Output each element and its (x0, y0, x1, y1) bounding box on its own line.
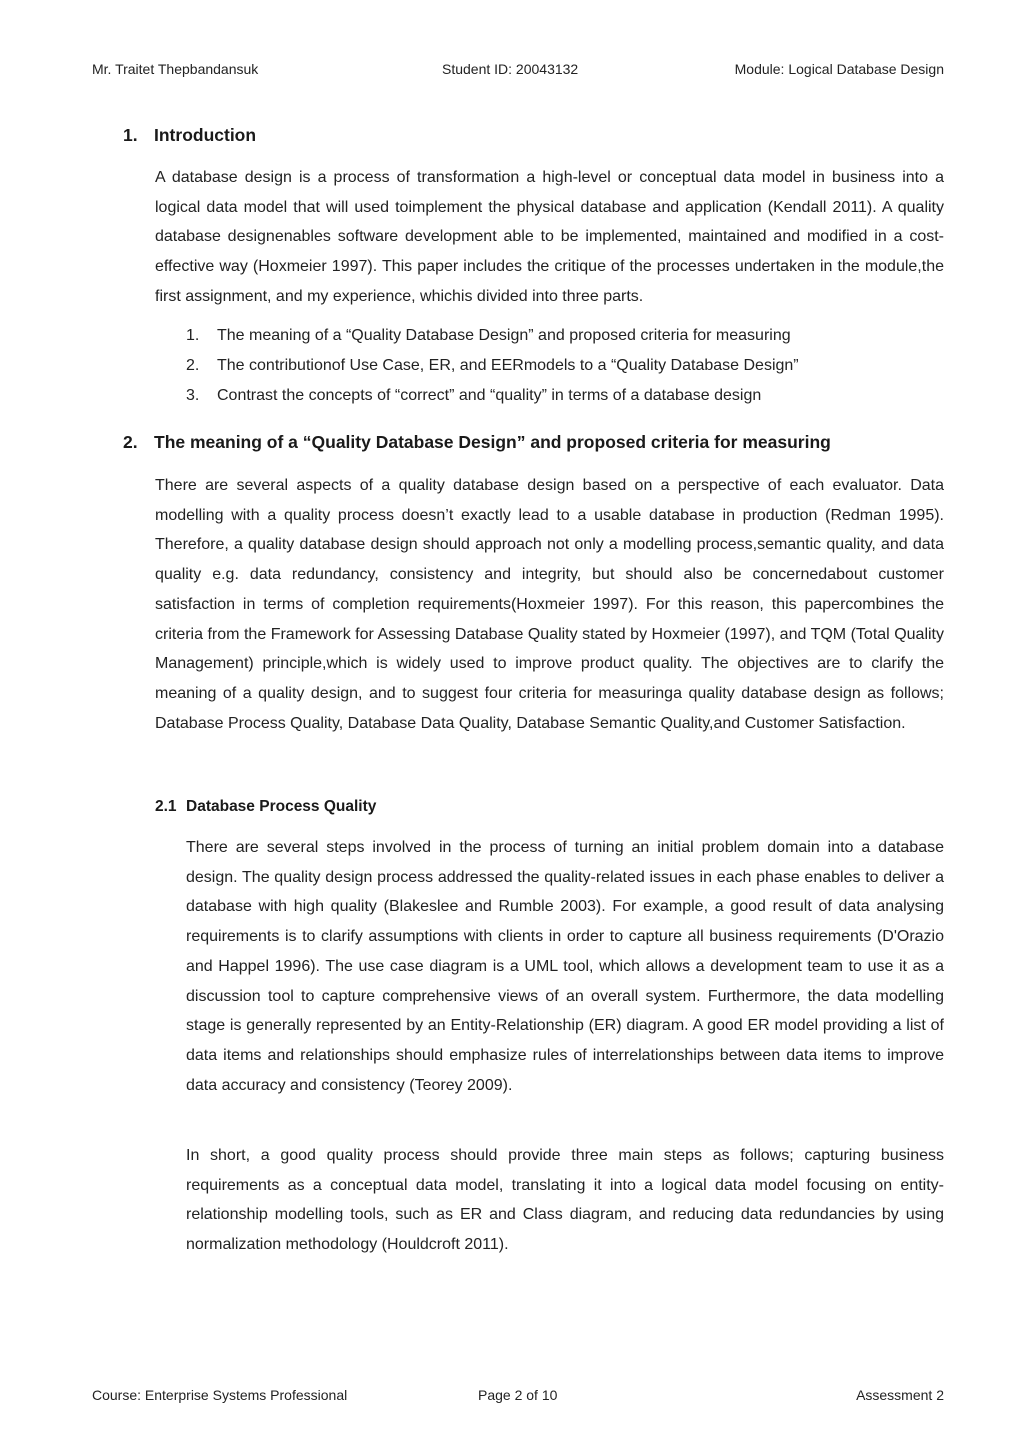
section-1-paragraph: A database design is a process of transformation a high-level or conceptual data model in business into a logical data model that will used toimplement the physical database and application (Kendall 2011). A quality database designenables software development able to be implemented, maintained and modified in a cost-effective way (Hoxmeier 1997). This paper includes the critique of the processes undertaken in the module,the first assignment, and my experience, whichis divided into three parts. (155, 169, 944, 305)
section-2-paragraph: There are several aspects of a quality database design based on a perspective of each evaluator. Data modelling with a quality process doesn’t exactly lead to a usable database in production (Redman 1995). Therefore, a quality database design should approach not only a modelling process,semantic quality, and data quality e.g. data redundancy, consistency and integrity, but should also be concernedabout customer satisfaction in terms of completion requirements(Hoxmeier 1997). For this reason, this papercombines the criteria from the Framework for Assessing Database Quality stated by Hoxmeier (1997), and TQM (Total Quality Management) principle,which is widely used to improve product quality. The objectives are to clarify the meaning of a quality design, and to suggest four criteria for measuringa quality database design as follows; Database Process Quality, Database Data Quality, Database Semantic Quality,and Customer Satisfaction. (155, 477, 944, 732)
section-2-1-title: Database Process Quality (186, 798, 377, 815)
header-student-id: Student ID: 20043132 (442, 61, 579, 77)
list-item-text: Contrast the concepts of “correct” and “quality” in terms of a database design (217, 387, 762, 404)
list-item (155, 386, 944, 416)
list-item-text: The contributionof Use Case, ER, and EERmodels to a “Quality Database Design” (217, 357, 799, 374)
footer-assessment: Assessment 2 (856, 1387, 944, 1403)
list-item (155, 326, 944, 356)
section-2-1-number: 2.1 (155, 798, 177, 815)
list-item (155, 356, 944, 386)
footer-course: Course: Enterprise Systems Professional (92, 1387, 348, 1403)
section-2-title: The meaning of a “Quality Database Design” and proposed criteria for measuring (154, 432, 831, 452)
page-footer (92, 1387, 944, 1407)
section-2-number: 2. (123, 432, 138, 452)
section-2-heading (123, 432, 831, 453)
section-2-1-heading (155, 798, 376, 816)
footer-page-number: Page 2 of 10 (478, 1387, 558, 1403)
section-1-heading (123, 125, 256, 146)
page-header (92, 61, 944, 81)
section-2-1-paragraph-1: There are several steps involved in the process of turning an initial problem domain into a database design. The quality design process addressed the quality-related issues in each phase enables to deliver a database with high quality (Blakeslee and Rumble 2003). For example, a good result of data analysing requirements is to clarify assumptions with clients in order to capture all business requirements (D'Orazio and Happel 1996). The use case diagram is a UML tool, which allows a development team to use it as a discussion tool to capture comprehensive views of an overall system. Furthermore, the data modelling stage is generally represented by an Entity-Relationship (ER) diagram. A good ER model providing a list of data items and relationships should emphasize rules of interrelationships between data items to improve data accuracy and consistency (Teorey 2009). (186, 839, 944, 1094)
section-1-number: 1. (123, 125, 138, 145)
list-item-number: 1. (186, 327, 200, 344)
section-1-list (155, 326, 944, 416)
list-item-text: The meaning of a “Quality Database Design” and proposed criteria for measuring (217, 327, 791, 344)
header-author: Mr. Traitet Thepbandansuk (92, 61, 259, 77)
header-module: Module: Logical Database Design (734, 61, 944, 77)
list-item-number: 3. (186, 387, 200, 404)
section-2-1-paragraph-2: In short, a good quality process should provide three main steps as follows; capturing business requirements as a conceptual data model, translating it into a logical data model focusing on entity-relationship modelling tools, such as ER and Class diagram, and reducing data redundancies by using normalization methodology (Houldcroft 2011). (186, 1147, 944, 1254)
list-item-number: 2. (186, 357, 200, 374)
section-1-title: Introduction (154, 125, 257, 145)
